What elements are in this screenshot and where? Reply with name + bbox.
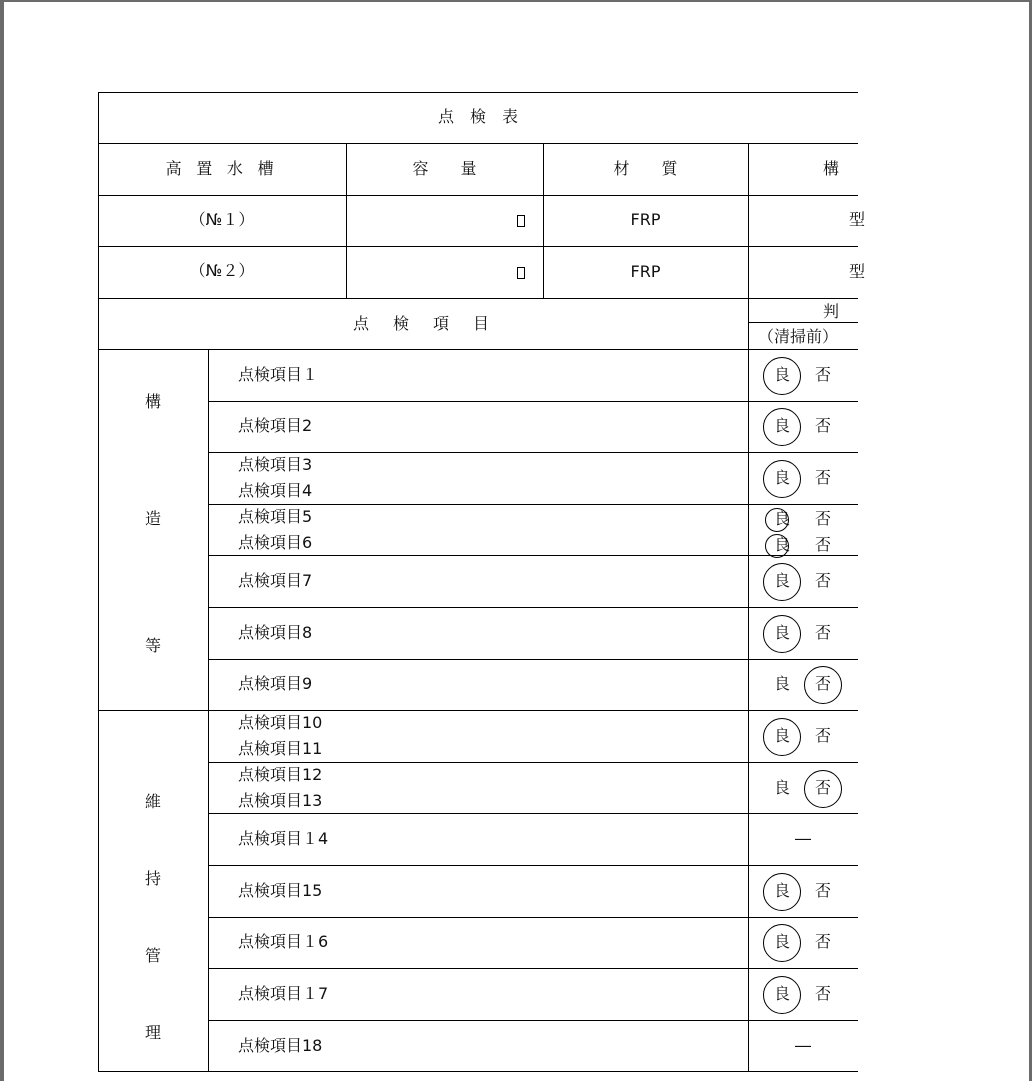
row-rule bbox=[208, 401, 858, 402]
good-selected-circle bbox=[763, 460, 801, 498]
judgement-bad: 否 bbox=[815, 535, 832, 554]
group-label-char: 等 bbox=[144, 636, 161, 655]
judgement-good: 良 bbox=[774, 623, 791, 642]
inspection-item-label: 点検項目11 bbox=[238, 739, 323, 758]
judgement-bad: 否 bbox=[815, 778, 832, 797]
judgement-good: 良 bbox=[774, 509, 791, 528]
good-selected-circle bbox=[765, 508, 789, 532]
row-rule bbox=[208, 762, 858, 763]
judgement-good: 良 bbox=[774, 535, 791, 554]
judgement-good: 良 bbox=[774, 726, 791, 745]
rule-header-bottom bbox=[98, 195, 858, 196]
header-capacity: 容 量 bbox=[412, 159, 477, 178]
inspection-item-label: 点検項目１7 bbox=[238, 984, 329, 1003]
rule-judgement-split bbox=[748, 322, 858, 323]
inspection-item-label: 点検項目13 bbox=[238, 791, 323, 810]
row-rule bbox=[98, 710, 858, 711]
rule-top bbox=[98, 92, 858, 93]
good-selected-circle bbox=[763, 924, 801, 962]
good-selected-circle bbox=[763, 615, 801, 653]
inspection-item-label: 点検項目4 bbox=[238, 481, 313, 500]
row-rule bbox=[208, 659, 858, 660]
judgement-dash: ― bbox=[795, 1036, 811, 1055]
header-structure: 構 bbox=[823, 159, 840, 178]
group-label-char: 造 bbox=[144, 509, 161, 528]
window-left-border bbox=[0, 0, 4, 1081]
judgement-bad: 否 bbox=[815, 468, 832, 487]
tank2-material: FRP bbox=[630, 262, 661, 281]
judgement-good: 良 bbox=[774, 365, 791, 384]
tank1-label: （№１） bbox=[189, 210, 255, 229]
judgement-good: 良 bbox=[774, 571, 791, 590]
inspection-item-label: 点検項目3 bbox=[238, 455, 313, 474]
judgement-good: 良 bbox=[774, 778, 791, 797]
judgement-bad: 否 bbox=[815, 984, 832, 1003]
judgement-bad: 否 bbox=[815, 509, 832, 528]
good-selected-circle bbox=[763, 408, 801, 446]
inspection-item-label: 点検項目18 bbox=[238, 1036, 323, 1055]
missing-glyph-icon bbox=[517, 267, 525, 279]
inspection-item-label: 点検項目１ bbox=[238, 365, 319, 384]
inspection-item-label: 点検項目5 bbox=[238, 507, 313, 526]
bad-selected-circle bbox=[804, 666, 842, 704]
missing-glyph-icon bbox=[517, 215, 525, 227]
judgement-good: 良 bbox=[774, 416, 791, 435]
judgement-dash: ― bbox=[795, 829, 811, 848]
judgement-good: 良 bbox=[774, 881, 791, 900]
window-top-border bbox=[0, 0, 1032, 2]
judgement-bad: 否 bbox=[815, 932, 832, 951]
inspection-item-label: 点検項目7 bbox=[238, 571, 313, 590]
row-rule bbox=[208, 917, 858, 918]
inspection-item-label: 点検項目9 bbox=[238, 674, 313, 693]
inspection-item-label: 点検項目6 bbox=[238, 533, 313, 552]
judgement-bad: 否 bbox=[815, 674, 832, 693]
row-rule bbox=[208, 555, 858, 556]
row-rule bbox=[208, 813, 858, 814]
row-rule bbox=[208, 865, 858, 866]
tank1-material: FRP bbox=[630, 210, 661, 229]
header-material: 材 質 bbox=[613, 159, 678, 178]
inspection-item-label: 点検項目15 bbox=[238, 881, 323, 900]
rule-left bbox=[98, 92, 99, 1072]
rule-title-bottom bbox=[98, 143, 858, 144]
rule-items-header-bottom bbox=[98, 349, 858, 350]
tank2-label: （№２） bbox=[189, 261, 255, 280]
judgement-bad: 否 bbox=[815, 726, 832, 745]
group-label-char: 持 bbox=[144, 869, 161, 888]
good-selected-circle bbox=[763, 718, 801, 756]
group-label-char: 維 bbox=[144, 792, 161, 811]
judgement-bad: 否 bbox=[815, 416, 832, 435]
sheet-title: 点 検 表 bbox=[437, 107, 518, 126]
judgement-good: 良 bbox=[774, 674, 791, 693]
judgement-bad: 否 bbox=[815, 365, 832, 384]
judgement-bad: 否 bbox=[815, 623, 832, 642]
inspection-item-label: 点検項目１6 bbox=[238, 932, 329, 951]
row-rule bbox=[208, 504, 858, 505]
group-label-char: 構 bbox=[144, 392, 161, 411]
inspection-item-label: 点検項目12 bbox=[238, 765, 323, 784]
inspection-item-label: 点検項目8 bbox=[238, 623, 313, 642]
inspection-item-label: 点検項目2 bbox=[238, 416, 313, 435]
judgement-good: 良 bbox=[774, 984, 791, 1003]
rule-tank1-bottom bbox=[98, 246, 858, 247]
good-selected-circle bbox=[763, 563, 801, 601]
header-tank: 高 置 水 槽 bbox=[165, 159, 279, 178]
group-label-char: 理 bbox=[144, 1023, 161, 1042]
good-selected-circle bbox=[763, 357, 801, 395]
judgement-bad: 否 bbox=[815, 571, 832, 590]
tank2-structure: 型 bbox=[849, 262, 866, 281]
row-rule bbox=[208, 968, 858, 969]
inspection-item-label: 点検項目１4 bbox=[238, 829, 329, 848]
bad-selected-circle bbox=[804, 770, 842, 808]
row-rule bbox=[208, 452, 858, 453]
judgement-bad: 否 bbox=[815, 881, 832, 900]
tank1-structure: 型 bbox=[849, 210, 866, 229]
judgement-good: 良 bbox=[774, 468, 791, 487]
group-label-char: 管 bbox=[144, 946, 161, 965]
rule-tank2-bottom bbox=[98, 298, 858, 299]
items-header: 点 検 項 目 bbox=[352, 314, 493, 333]
good-selected-circle bbox=[763, 976, 801, 1014]
row-rule bbox=[98, 1071, 858, 1072]
row-rule bbox=[208, 1020, 858, 1021]
row-rule bbox=[208, 607, 858, 608]
inspection-item-label: 点検項目10 bbox=[238, 713, 323, 732]
judgement-good: 良 bbox=[774, 932, 791, 951]
before-cleaning-header: （清掃前） bbox=[758, 327, 839, 346]
judgement-header: 判 bbox=[823, 302, 840, 321]
inspection-sheet bbox=[98, 92, 866, 1072]
good-selected-circle bbox=[765, 534, 789, 558]
good-selected-circle bbox=[763, 873, 801, 911]
